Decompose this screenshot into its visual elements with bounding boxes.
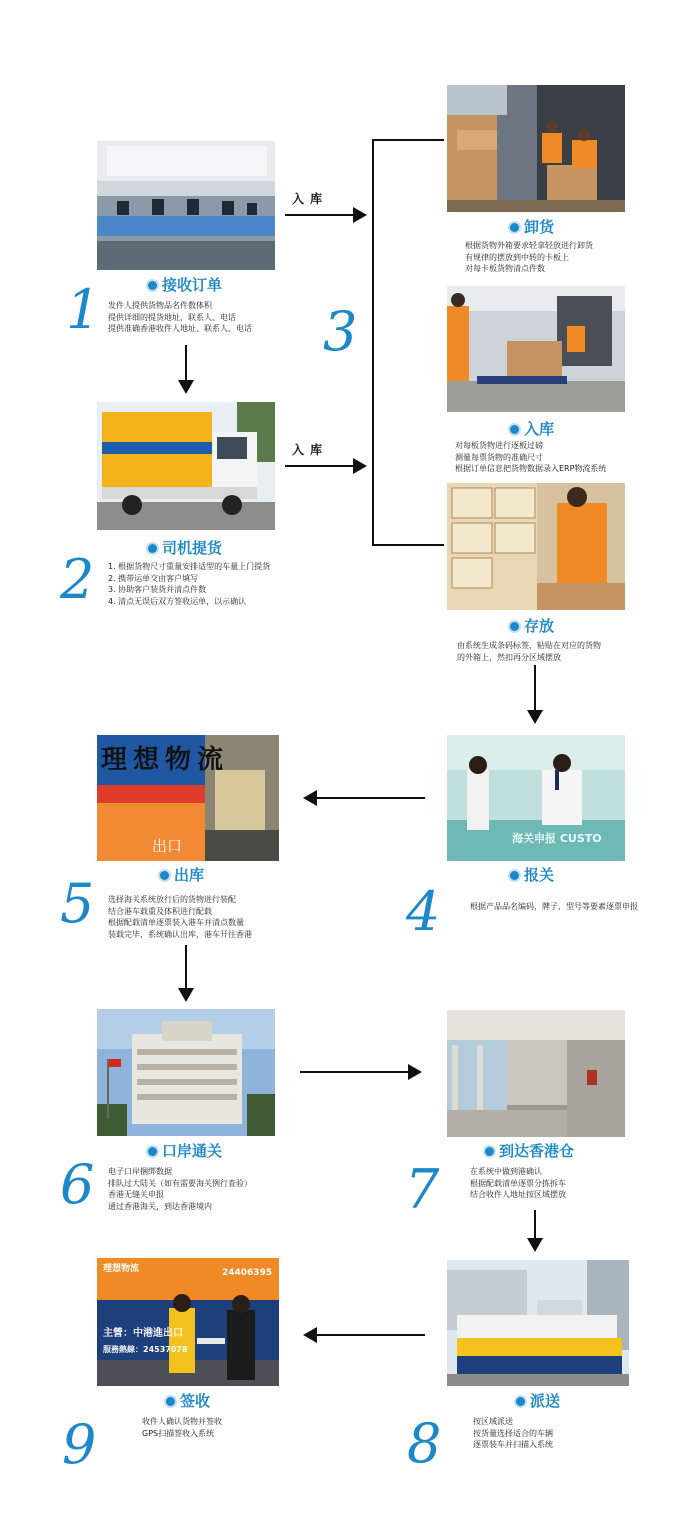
step-5-description: 选择海关系统放行后的货物进行装配 结合港车载重及体积进行配载 根据配载清单逐票装入港车并清点数量 装载完毕，系统确认出库，港车开往香港 bbox=[108, 895, 252, 939]
step-6-description: 电子口岸捆绑数据 排队过大陆关（如有需要海关例行查验） 香港无缝关申报 通过香港海关，到达香港境内 bbox=[108, 1167, 252, 1211]
port-photo bbox=[97, 1009, 275, 1136]
step-4-number: 4 bbox=[406, 880, 441, 943]
signing-banner-phone: 24406395 bbox=[222, 1268, 273, 1278]
bullet-dot-icon bbox=[516, 1397, 525, 1406]
bullet-dot-icon bbox=[148, 544, 157, 553]
step-2-number: 2 bbox=[60, 548, 95, 611]
step-storage-title: 存放 bbox=[510, 617, 554, 635]
step-9-description: 收件人确认货物并签收 GPS扫描签收入系统 bbox=[142, 1417, 222, 1438]
customs-photo bbox=[447, 735, 625, 861]
step-3-description: 根据货物外箱要求轻拿轻放进行卸货 有规律的摆放到中转的卡板上 对每卡板货物清点件数 bbox=[465, 241, 593, 273]
step-4-title: 报关 bbox=[510, 866, 554, 884]
step-2-description: 1. 根据货物尺寸重量安排适型的车量上门提货 2. 携带运单交由客户填写 3. 协助客户装货并清点件数 4. 清点无误后双方签收运单，以示确认 bbox=[108, 562, 271, 606]
step-5-title: 出库 bbox=[160, 866, 204, 884]
office-photo bbox=[97, 141, 275, 270]
step-8-title: 派送 bbox=[516, 1392, 560, 1410]
step-3-title: 卸货 bbox=[510, 218, 554, 236]
delivery-team-photo bbox=[447, 1260, 629, 1386]
step-inbound-title: 入库 bbox=[510, 420, 554, 438]
step-9-title: 签收 bbox=[166, 1392, 210, 1410]
bullet-dot-icon bbox=[160, 871, 169, 880]
flow-label-inbound-2: 入 库 bbox=[292, 443, 324, 457]
truck-photo bbox=[97, 402, 275, 530]
bullet-dot-icon bbox=[510, 223, 519, 232]
signing-banner-business: 主營：中港進出口 bbox=[103, 1328, 183, 1339]
bullet-dot-icon bbox=[148, 281, 157, 290]
bullet-dot-icon bbox=[510, 871, 519, 880]
signing-photo bbox=[97, 1258, 279, 1386]
step-5-number: 5 bbox=[60, 872, 95, 935]
bullet-dot-icon bbox=[510, 425, 519, 434]
storage-photo bbox=[447, 483, 625, 610]
unloading-photo bbox=[447, 85, 625, 212]
outbound-sign-text: 理想物流 bbox=[101, 745, 230, 775]
bullet-dot-icon bbox=[166, 1397, 175, 1406]
step-8-description: 按区域派送 按货量选择适合的车辆 逐票装车并扫描入系统 bbox=[473, 1417, 553, 1449]
customs-sign-text: 海关申报 CUSTO bbox=[512, 832, 602, 845]
step-9-number: 9 bbox=[62, 1413, 97, 1476]
step-7-title: 到达香港仓 bbox=[485, 1142, 574, 1160]
warehouse-entry-photo bbox=[447, 286, 625, 412]
step-inbound-description: 对每板货物进行逐板过磅 测量每票货物的准确尺寸 根据订单信息把货物数据录入ERP物流系统 bbox=[455, 441, 607, 473]
step-1-title: 接收订单 bbox=[148, 276, 222, 294]
hk-warehouse-photo bbox=[447, 1010, 625, 1137]
step-storage-description: 由系统生成条码标签，粘贴在对应的货物 的外箱上，然扣再分区域摆放 bbox=[457, 641, 601, 662]
step-6-title: 口岸通关 bbox=[148, 1142, 222, 1160]
bullet-dot-icon bbox=[485, 1147, 494, 1156]
step-4-description: 根据产品品名编码，牌子，型号等要素逐票申报 bbox=[470, 902, 638, 911]
step-6-number: 6 bbox=[60, 1153, 95, 1216]
step-3-number: 3 bbox=[323, 300, 358, 363]
step-1-description: 发件人提供货物品名件数体积 提供详细的提货地址，联系人、电话 提供准确香港收件人地址、联系人、电话 bbox=[108, 301, 252, 333]
bullet-dot-icon bbox=[148, 1147, 157, 1156]
outbound-photo bbox=[97, 735, 279, 861]
step-2-title: 司机提货 bbox=[148, 539, 222, 557]
flow-label-inbound-1: 入 库 bbox=[292, 192, 324, 206]
bullet-dot-icon bbox=[510, 622, 519, 631]
step-1-number: 1 bbox=[66, 278, 101, 341]
step-7-number: 7 bbox=[405, 1158, 440, 1221]
signing-banner-hotline: 服務熱線：24537078 bbox=[103, 1345, 188, 1354]
bracket-connector bbox=[373, 140, 444, 545]
outbound-sign-small: 出口 bbox=[152, 837, 183, 855]
signing-banner-brand: 理想物流 bbox=[103, 1264, 140, 1274]
step-8-number: 8 bbox=[407, 1412, 442, 1475]
step-7-description: 在系统中做到港确认 根据配载清单逐票分拣拆车 结合收件人地址按区域摆放 bbox=[470, 1167, 566, 1199]
